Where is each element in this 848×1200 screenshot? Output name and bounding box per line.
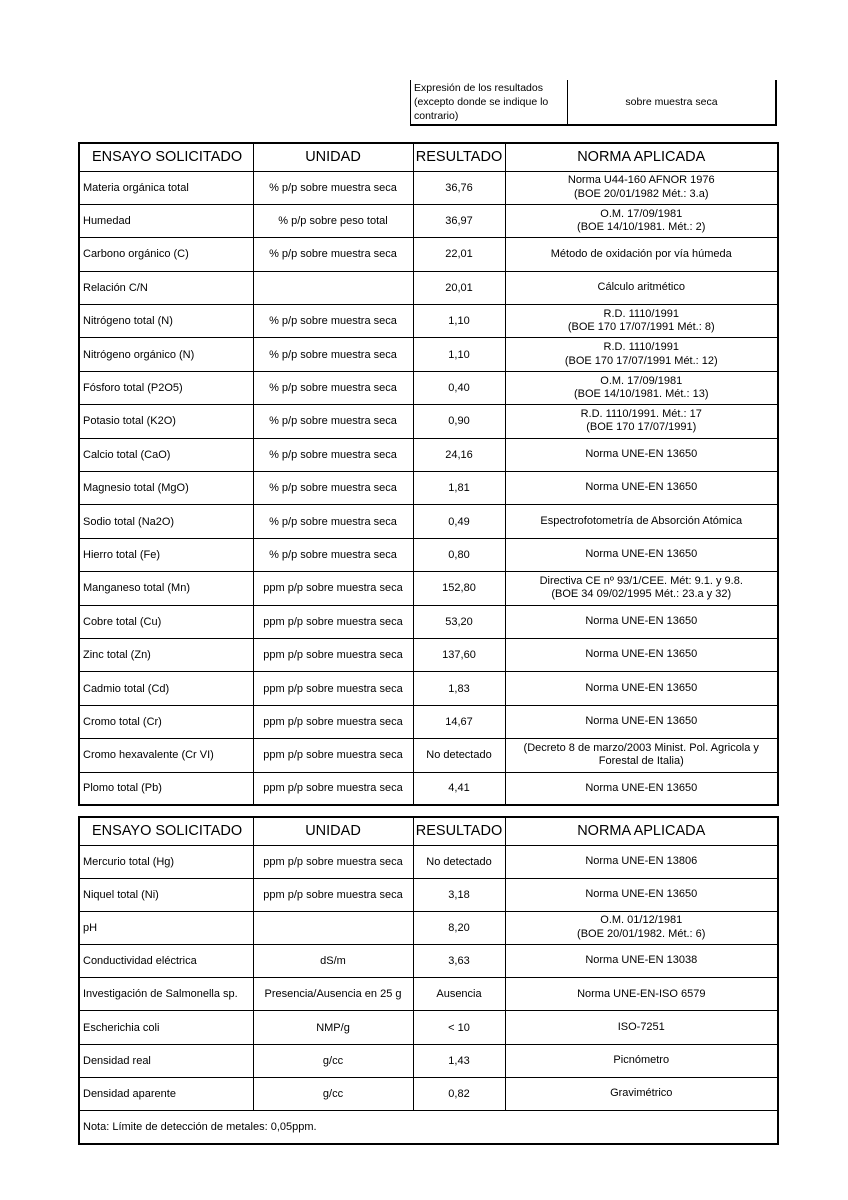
norm-cell	[505, 878, 778, 911]
table-row	[79, 605, 778, 638]
test-cell: Cromo total (Cr)	[79, 705, 253, 738]
table-row	[79, 371, 778, 404]
result-cell: 24,16	[413, 438, 505, 471]
test-cell: Sodio total (Na2O)	[79, 505, 253, 538]
unit-cell: % p/p sobre muestra seca	[253, 305, 413, 338]
results-expression-value: sobre muestra seca	[568, 80, 777, 125]
table-row	[79, 472, 778, 505]
result-cell: 36,97	[413, 204, 505, 237]
norm-cell	[505, 638, 778, 671]
unit-cell: % p/p sobre muestra seca	[253, 405, 413, 438]
norm-line: (BOE 14/10/1981. Mét.: 2)	[577, 221, 706, 234]
norm-cell	[505, 171, 778, 204]
test-cell: Investigación de Salmonella sp.	[79, 978, 253, 1011]
test-cell: Calcio total (CaO)	[79, 438, 253, 471]
norm-cell	[505, 672, 778, 705]
norm-line: Norma UNE-EN 13650	[585, 681, 698, 694]
result-cell: 0,40	[413, 371, 505, 404]
norm-line: Norma UNE-EN 13650	[585, 548, 698, 561]
test-cell: Materia orgánica total	[79, 171, 253, 204]
table-row	[79, 1044, 778, 1077]
test-cell: Plomo total (Pb)	[79, 772, 253, 805]
norm-cell	[505, 204, 778, 237]
result-cell: 22,01	[413, 238, 505, 271]
norm-line: O.M. 17/09/1981	[600, 207, 683, 220]
norm-cell	[505, 911, 778, 944]
norm-line: (BOE 20/01/1982. Mét.: 6)	[577, 927, 706, 940]
table-row	[79, 405, 778, 438]
test-cell: Nitrógeno total (N)	[79, 305, 253, 338]
norm-cell	[505, 605, 778, 638]
norm-cell	[505, 772, 778, 805]
table-row	[79, 638, 778, 671]
norm-line: (BOE 34 09/02/1995 Mét.: 23.a y 32)	[551, 588, 732, 601]
norm-line: Directiva CE nº 93/1/CEE. Mét: 9.1. y 9.8.	[539, 574, 743, 587]
results-table-2-body	[79, 845, 778, 1111]
norm-cell	[505, 705, 778, 738]
norm-line: Norma UNE-EN 13038	[585, 954, 698, 967]
norm-cell	[505, 338, 778, 371]
test-cell: Manganeso total (Mn)	[79, 572, 253, 605]
norm-cell	[505, 572, 778, 605]
table-row	[79, 204, 778, 237]
table-row	[79, 538, 778, 571]
results-table-1	[78, 142, 779, 806]
norm-line: Norma UNE-EN-ISO 6579	[577, 987, 706, 1000]
test-cell: Niquel total (Ni)	[79, 878, 253, 911]
result-cell: No detectado	[413, 739, 505, 772]
header-result: RESULTADO	[413, 143, 505, 171]
norm-line: Norma UNE-EN 13650	[585, 448, 698, 461]
results-expression-label	[411, 80, 568, 125]
test-cell: Cromo hexavalente (Cr VI)	[79, 739, 253, 772]
table-row	[79, 338, 778, 371]
test-cell: Humedad	[79, 204, 253, 237]
norm-line: (BOE 20/01/1982 Mét.: 3.a)	[573, 187, 709, 200]
table-row	[79, 1077, 778, 1110]
norm-line: Cálculo aritmético	[597, 281, 685, 294]
result-cell: 8,20	[413, 911, 505, 944]
table-row	[79, 978, 778, 1011]
table-row	[79, 572, 778, 605]
table-row	[79, 1011, 778, 1044]
unit-cell: ppm p/p sobre muestra seca	[253, 572, 413, 605]
unit-cell: % p/p sobre muestra seca	[253, 238, 413, 271]
result-cell: 1,43	[413, 1044, 505, 1077]
results-expression-row	[411, 80, 777, 125]
test-cell: Hierro total (Fe)	[79, 538, 253, 571]
test-cell: Zinc total (Zn)	[79, 638, 253, 671]
results-table-2	[78, 816, 779, 1145]
header-norm: NORMA APLICADA	[505, 817, 778, 845]
result-cell: 36,76	[413, 171, 505, 204]
unit-cell	[253, 271, 413, 304]
header-row	[79, 817, 778, 845]
table-row	[79, 878, 778, 911]
unit-cell: Presencia/Ausencia en 25 g	[253, 978, 413, 1011]
norm-cell	[505, 238, 778, 271]
table-row	[79, 739, 778, 772]
test-cell: Densidad real	[79, 1044, 253, 1077]
norm-line: R.D. 1110/1991	[603, 307, 679, 320]
norm-cell	[505, 978, 778, 1011]
norm-line: Gravimétrico	[610, 1087, 673, 1100]
test-cell: Potasio total (K2O)	[79, 405, 253, 438]
table-row	[79, 171, 778, 204]
norm-cell	[505, 845, 778, 878]
test-cell: Magnesio total (MgO)	[79, 472, 253, 505]
result-cell: No detectado	[413, 845, 505, 878]
norm-line: (BOE 170 17/07/1991 Mét.: 8)	[567, 321, 715, 334]
unit-cell: ppm p/p sobre muestra seca	[253, 672, 413, 705]
test-cell: Cobre total (Cu)	[79, 605, 253, 638]
result-cell: < 10	[413, 1011, 505, 1044]
norm-cell	[505, 505, 778, 538]
unit-cell: ppm p/p sobre muestra seca	[253, 878, 413, 911]
norm-cell	[505, 739, 778, 772]
result-cell: 1,10	[413, 338, 505, 371]
test-cell: Nitrógeno orgánico (N)	[79, 338, 253, 371]
results-expression-table	[410, 80, 777, 126]
result-cell: 14,67	[413, 705, 505, 738]
unit-cell: % p/p sobre muestra seca	[253, 438, 413, 471]
unit-cell: % p/p sobre muestra seca	[253, 171, 413, 204]
result-cell: 20,01	[413, 271, 505, 304]
table-row	[79, 772, 778, 805]
detection-limit-note: Nota: Límite de detección de metales: 0,05ppm.	[79, 1111, 778, 1144]
norm-line: O.M. 17/09/1981	[600, 374, 683, 387]
header-result: RESULTADO	[413, 817, 505, 845]
norm-cell	[505, 438, 778, 471]
norm-cell	[505, 538, 778, 571]
norm-line: Norma U44-160 AFNOR 1976	[567, 174, 715, 187]
test-cell: Relación C/N	[79, 271, 253, 304]
note-row	[79, 1111, 778, 1144]
norm-line: R.D. 1110/1991. Mét.: 17	[580, 407, 702, 420]
norm-line: Método de oxidación por vía húmeda	[550, 247, 732, 260]
norm-cell	[505, 1077, 778, 1110]
result-cell: 3,18	[413, 878, 505, 911]
table-row	[79, 438, 778, 471]
result-cell: 53,20	[413, 605, 505, 638]
header-row	[79, 143, 778, 171]
norm-cell	[505, 472, 778, 505]
norm-line: (BOE 170 17/07/1991)	[586, 421, 697, 434]
norm-cell	[505, 945, 778, 978]
test-cell: Cadmio total (Cd)	[79, 672, 253, 705]
norm-cell	[505, 371, 778, 404]
expression-label-line: (excepto donde se indique lo	[414, 96, 549, 108]
header-norm: NORMA APLICADA	[505, 143, 778, 171]
result-cell: 4,41	[413, 772, 505, 805]
table-row	[79, 505, 778, 538]
norm-line: Picnómetro	[613, 1053, 670, 1066]
norm-line: (Decreto 8 de marzo/2003 Minist. Pol. Agricola y	[523, 741, 759, 754]
table-row	[79, 845, 778, 878]
table-row	[79, 238, 778, 271]
norm-line: Norma UNE-EN 13650	[585, 888, 698, 901]
test-cell: Escherichia coli	[79, 1011, 253, 1044]
result-cell: 0,82	[413, 1077, 505, 1110]
test-cell: Conductividad eléctrica	[79, 945, 253, 978]
norm-line: R.D. 1110/1991	[603, 341, 679, 354]
norm-cell	[505, 305, 778, 338]
table-row	[79, 672, 778, 705]
norm-cell	[505, 1011, 778, 1044]
test-cell: pH	[79, 911, 253, 944]
test-cell: Mercurio total (Hg)	[79, 845, 253, 878]
table-row	[79, 911, 778, 944]
unit-cell: ppm p/p sobre muestra seca	[253, 605, 413, 638]
test-cell: Fósforo total (P2O5)	[79, 371, 253, 404]
norm-line: Norma UNE-EN 13650	[585, 781, 698, 794]
result-cell: 1,10	[413, 305, 505, 338]
norm-line: ISO-7251	[617, 1020, 665, 1033]
norm-line: (BOE 170 17/07/1991 Mét.: 12)	[564, 354, 718, 367]
result-cell: Ausencia	[413, 978, 505, 1011]
result-cell: 137,60	[413, 638, 505, 671]
result-cell: 0,49	[413, 505, 505, 538]
unit-cell: % p/p sobre peso total	[253, 204, 413, 237]
header-test: ENSAYO SOLICITADO	[79, 143, 253, 171]
unit-cell: ppm p/p sobre muestra seca	[253, 739, 413, 772]
unit-cell: ppm p/p sobre muestra seca	[253, 772, 413, 805]
norm-line: (BOE 14/10/1981. Mét.: 13)	[573, 388, 709, 401]
table-row	[79, 705, 778, 738]
norm-line: Espectrofotometría de Absorción Atómica	[540, 514, 743, 527]
unit-cell: g/cc	[253, 1044, 413, 1077]
header-unit: UNIDAD	[253, 143, 413, 171]
norm-line: Norma UNE-EN 13806	[585, 854, 698, 867]
unit-cell: % p/p sobre muestra seca	[253, 472, 413, 505]
table-row	[79, 305, 778, 338]
unit-cell: dS/m	[253, 945, 413, 978]
unit-cell	[253, 911, 413, 944]
unit-cell: % p/p sobre muestra seca	[253, 338, 413, 371]
test-cell: Densidad aparente	[79, 1077, 253, 1110]
unit-cell: % p/p sobre muestra seca	[253, 505, 413, 538]
table-row	[79, 945, 778, 978]
norm-line: Norma UNE-EN 13650	[585, 648, 698, 661]
norm-cell	[505, 1044, 778, 1077]
result-cell: 1,81	[413, 472, 505, 505]
unit-cell: NMP/g	[253, 1011, 413, 1044]
result-cell: 0,90	[413, 405, 505, 438]
unit-cell: % p/p sobre muestra seca	[253, 538, 413, 571]
test-cell: Carbono orgánico (C)	[79, 238, 253, 271]
header-unit: UNIDAD	[253, 817, 413, 845]
unit-cell: g/cc	[253, 1077, 413, 1110]
result-cell: 152,80	[413, 572, 505, 605]
norm-line: Norma UNE-EN 13650	[585, 615, 698, 628]
norm-line: Norma UNE-EN 13650	[585, 715, 698, 728]
header-test: ENSAYO SOLICITADO	[79, 817, 253, 845]
results-table-1-body	[79, 171, 778, 805]
norm-line: Forestal de Italia)	[598, 755, 684, 768]
result-cell: 1,83	[413, 672, 505, 705]
unit-cell: ppm p/p sobre muestra seca	[253, 705, 413, 738]
result-cell: 0,80	[413, 538, 505, 571]
norm-line: Norma UNE-EN 13650	[585, 481, 698, 494]
expression-label-line: Expresión de los resultados	[414, 82, 543, 94]
unit-cell: ppm p/p sobre muestra seca	[253, 638, 413, 671]
norm-cell	[505, 405, 778, 438]
unit-cell: % p/p sobre muestra seca	[253, 371, 413, 404]
expression-label-line: contrario)	[414, 110, 459, 122]
table-row	[79, 271, 778, 304]
norm-line: O.M. 01/12/1981	[600, 914, 683, 927]
norm-cell	[505, 271, 778, 304]
result-cell: 3,63	[413, 945, 505, 978]
unit-cell: ppm p/p sobre muestra seca	[253, 845, 413, 878]
